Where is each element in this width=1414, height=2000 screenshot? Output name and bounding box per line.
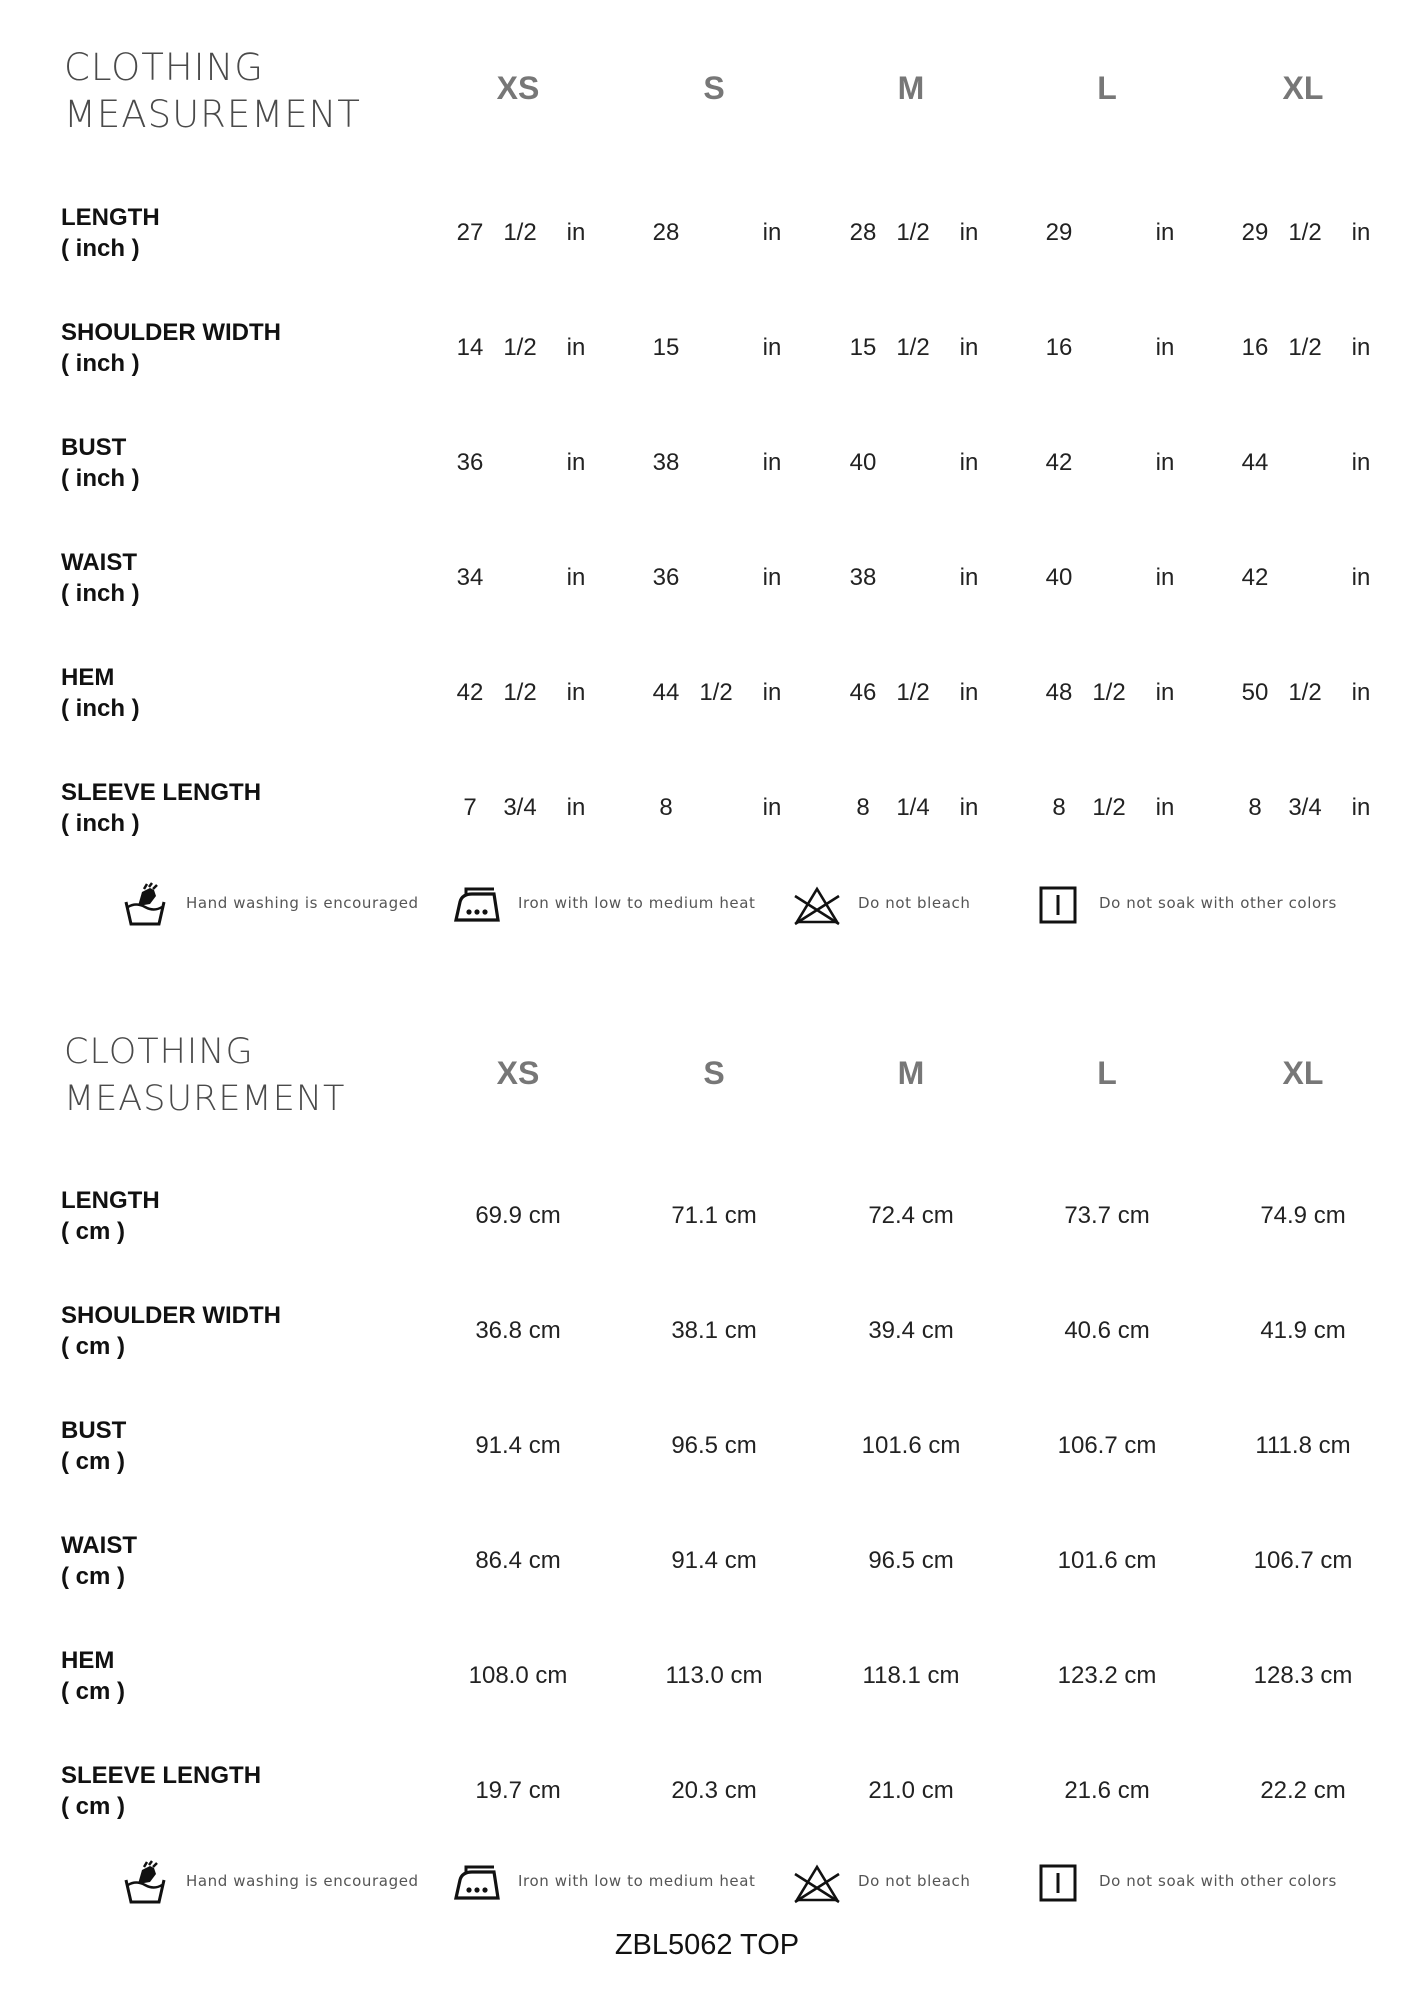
measurement-unit: ( inch ): [61, 235, 140, 262]
value-cell: 96.5 cm: [868, 1547, 954, 1574]
measurement-row: [0, 547, 1414, 617]
measurement-name: HEM: [61, 1647, 115, 1674]
size-header-l: L: [1097, 1055, 1117, 1091]
value-unit: in: [566, 679, 586, 706]
measurement-unit: ( inch ): [61, 810, 140, 837]
value-whole: 34: [456, 564, 484, 591]
value-cell: 21.6 cm: [1064, 1777, 1150, 1804]
value-unit: in: [1155, 219, 1175, 246]
no-bleach-icon: [792, 880, 842, 930]
measurement-unit: ( inch ): [61, 465, 140, 492]
measurement-row: [0, 777, 1414, 847]
measurement-name: WAIST: [61, 549, 137, 576]
value-frac: 1/2: [896, 334, 930, 361]
measurement-name: LENGTH: [61, 204, 160, 231]
row-label: [61, 777, 261, 839]
size-header-m: M: [897, 70, 925, 106]
value-cell: 128.3 cm: [1253, 1662, 1353, 1689]
value-frac: 1/2: [1288, 334, 1322, 361]
measurement-row: [0, 1300, 1414, 1370]
care-text: Do not bleach: [858, 1872, 971, 1890]
value-whole: 29: [1045, 219, 1073, 246]
value-unit: in: [959, 334, 979, 361]
row-label: [61, 547, 140, 609]
value-unit: in: [566, 449, 586, 476]
row-label: [61, 202, 160, 264]
measurement-name: SLEEVE LENGTH: [61, 1762, 262, 1789]
size-header-xs: XS: [496, 1055, 540, 1091]
value-whole: 15: [652, 334, 680, 361]
value-whole: 40: [849, 449, 877, 476]
care-text: Iron with low to medium heat: [518, 1872, 756, 1890]
value-whole: 8: [856, 794, 870, 821]
value-cell: 69.9 cm: [475, 1202, 561, 1229]
value-frac: 1/2: [1092, 679, 1126, 706]
value-cell: 106.7 cm: [1057, 1432, 1157, 1459]
size-header-xl: XL: [1282, 70, 1324, 106]
value-whole: 38: [849, 564, 877, 591]
value-whole: 8: [659, 794, 673, 821]
value-whole: 50: [1241, 679, 1269, 706]
value-unit: in: [762, 564, 782, 591]
value-cell: 21.0 cm: [868, 1777, 954, 1804]
measurement-unit: ( inch ): [61, 350, 140, 377]
value-unit: in: [762, 219, 782, 246]
value-cell: 38.1 cm: [671, 1317, 757, 1344]
value-unit: in: [566, 794, 586, 821]
row-label: [61, 317, 281, 379]
value-whole: 36: [652, 564, 680, 591]
value-cell: 111.8 cm: [1255, 1432, 1351, 1459]
measurement-unit: ( cm ): [61, 1793, 126, 1820]
value-whole: 14: [456, 334, 484, 361]
value-unit: in: [762, 334, 782, 361]
value-cell: 96.5 cm: [671, 1432, 757, 1459]
value-frac: 1/2: [503, 679, 537, 706]
value-whole: 42: [456, 679, 484, 706]
no-soak-icon: [1033, 880, 1083, 930]
row-label: [61, 1185, 160, 1247]
iron-low-heat-icon: [452, 880, 502, 930]
measurement-name: SHOULDER WIDTH: [61, 319, 281, 346]
value-whole: 28: [652, 219, 680, 246]
value-unit: in: [959, 564, 979, 591]
measurement-name: SHOULDER WIDTH: [61, 1302, 281, 1329]
measurement-row: [0, 1530, 1414, 1600]
value-whole: 15: [849, 334, 877, 361]
product-code: ZBL5062 TOP: [614, 1929, 800, 1961]
no-soak-icon: [1033, 1858, 1083, 1908]
value-cell: 86.4 cm: [475, 1547, 561, 1574]
value-frac: 1/2: [503, 219, 537, 246]
care-text: Do not soak with other colors: [1099, 894, 1337, 912]
measurement-row: [0, 202, 1414, 272]
value-whole: 44: [1241, 449, 1269, 476]
value-cell: 113.0 cm: [665, 1662, 763, 1689]
value-cell: 20.3 cm: [671, 1777, 757, 1804]
measurement-unit: ( inch ): [61, 695, 140, 722]
care-text: Iron with low to medium heat: [518, 894, 756, 912]
value-cell: 22.2 cm: [1260, 1777, 1346, 1804]
measurement-name: BUST: [61, 1417, 127, 1444]
value-whole: 46: [849, 679, 877, 706]
value-cell: 123.2 cm: [1057, 1662, 1157, 1689]
value-whole: 40: [1045, 564, 1073, 591]
value-frac: 1/2: [1092, 794, 1126, 821]
value-cell: 91.4 cm: [475, 1432, 561, 1459]
size-header-l: L: [1097, 70, 1117, 106]
measurement-unit: ( cm ): [61, 1563, 126, 1590]
value-cell: 101.6 cm: [861, 1432, 961, 1459]
value-unit: in: [566, 219, 586, 246]
care-instructions: [0, 1858, 1414, 1918]
value-whole: 16: [1241, 334, 1269, 361]
value-whole: 48: [1045, 679, 1073, 706]
value-unit: in: [1351, 219, 1371, 246]
value-unit: in: [1155, 794, 1175, 821]
value-unit: in: [1351, 564, 1371, 591]
care-text: Hand washing is encouraged: [186, 1872, 419, 1890]
size-header-s: S: [703, 70, 725, 106]
value-cell: 91.4 cm: [671, 1547, 757, 1574]
measurement-name: LENGTH: [61, 1187, 160, 1214]
value-cell: 101.6 cm: [1057, 1547, 1157, 1574]
hand-wash-icon: [120, 880, 170, 930]
value-cell: 71.1 cm: [671, 1202, 757, 1229]
row-label: [61, 432, 140, 494]
size-header-xl: XL: [1282, 1055, 1324, 1091]
measurement-name: BUST: [61, 434, 127, 461]
measurement-row: [0, 317, 1414, 387]
measurement-name: HEM: [61, 664, 115, 691]
care-instructions: [0, 880, 1414, 940]
value-cell: 108.0 cm: [468, 1662, 568, 1689]
title-line-2: MEASUREMENT: [64, 93, 361, 136]
row-label: [61, 662, 140, 724]
value-whole: 8: [1052, 794, 1066, 821]
value-whole: 27: [456, 219, 484, 246]
care-text: Do not soak with other colors: [1099, 1872, 1337, 1890]
measurement-unit: ( cm ): [61, 1218, 126, 1245]
value-whole: 28: [849, 219, 877, 246]
value-unit: in: [762, 449, 782, 476]
row-label: [61, 1645, 125, 1707]
care-text: Hand washing is encouraged: [186, 894, 419, 912]
value-frac: 1/2: [1288, 219, 1322, 246]
value-unit: in: [1351, 679, 1371, 706]
measurement-unit: ( inch ): [61, 580, 140, 607]
title-line-1: CLOTHING: [64, 46, 264, 89]
value-unit: in: [762, 794, 782, 821]
value-frac: 1/2: [503, 334, 537, 361]
value-whole: 36: [456, 449, 484, 476]
value-unit: in: [1351, 794, 1371, 821]
measurement-row: [0, 1645, 1414, 1715]
size-header-m: M: [897, 1055, 925, 1091]
row-label: [61, 1415, 126, 1477]
value-whole: 38: [652, 449, 680, 476]
iron-low-heat-icon: [452, 1858, 502, 1908]
value-cell: 118.1 cm: [862, 1662, 960, 1689]
value-unit: in: [1155, 564, 1175, 591]
measurement-row: [0, 662, 1414, 732]
value-whole: 29: [1241, 219, 1269, 246]
value-whole: 42: [1045, 449, 1073, 476]
value-frac: 1/2: [896, 219, 930, 246]
value-unit: in: [1155, 679, 1175, 706]
value-unit: in: [1155, 449, 1175, 476]
value-cell: 40.6 cm: [1064, 1317, 1150, 1344]
value-unit: in: [959, 794, 979, 821]
measurement-row: [0, 1185, 1414, 1255]
value-unit: in: [959, 449, 979, 476]
value-unit: in: [566, 564, 586, 591]
value-cell: 72.4 cm: [868, 1202, 954, 1229]
row-label: [61, 1300, 281, 1362]
value-whole: 44: [652, 679, 680, 706]
row-label: [61, 1760, 261, 1822]
value-cell: 39.4 cm: [868, 1317, 954, 1344]
value-cell: 36.8 cm: [475, 1317, 561, 1344]
title-line-2: MEASUREMENT: [64, 1079, 346, 1119]
value-cell: 73.7 cm: [1064, 1202, 1150, 1229]
hand-wash-icon: [120, 1858, 170, 1908]
value-unit: in: [762, 679, 782, 706]
value-unit: in: [959, 219, 979, 246]
section-title: [64, 44, 361, 138]
measurement-name: SLEEVE LENGTH: [61, 779, 262, 806]
value-cell: 74.9 cm: [1260, 1202, 1346, 1229]
measurement-row: [0, 1760, 1414, 1830]
value-unit: in: [1351, 334, 1371, 361]
measurement-unit: ( cm ): [61, 1448, 126, 1475]
value-cell: 106.7 cm: [1253, 1547, 1353, 1574]
care-text: Do not bleach: [858, 894, 971, 912]
value-unit: in: [959, 679, 979, 706]
value-whole: 16: [1045, 334, 1073, 361]
measurement-unit: ( cm ): [61, 1333, 126, 1360]
value-whole: 8: [1248, 794, 1262, 821]
size-header-s: S: [703, 1055, 725, 1091]
value-unit: in: [566, 334, 586, 361]
value-cell: 19.7 cm: [475, 1777, 561, 1804]
size-header-xs: XS: [496, 70, 540, 106]
no-bleach-icon: [792, 1858, 842, 1908]
value-frac: 3/4: [1288, 794, 1322, 821]
measurement-name: WAIST: [61, 1532, 137, 1559]
value-frac: 3/4: [503, 794, 537, 821]
section-title: [64, 1029, 345, 1123]
value-unit: in: [1351, 449, 1371, 476]
value-frac: 1/4: [896, 794, 930, 821]
measurement-row: [0, 1415, 1414, 1485]
value-whole: 7: [463, 794, 477, 821]
row-label: [61, 1530, 137, 1592]
measurement-unit: ( cm ): [61, 1678, 126, 1705]
value-frac: 1/2: [896, 679, 930, 706]
measurement-row: [0, 432, 1414, 502]
value-frac: 1/2: [1288, 679, 1322, 706]
value-whole: 42: [1241, 564, 1269, 591]
title-line-1: CLOTHING: [64, 1032, 254, 1072]
value-unit: in: [1155, 334, 1175, 361]
value-cell: 41.9 cm: [1260, 1317, 1346, 1344]
value-frac: 1/2: [699, 679, 733, 706]
